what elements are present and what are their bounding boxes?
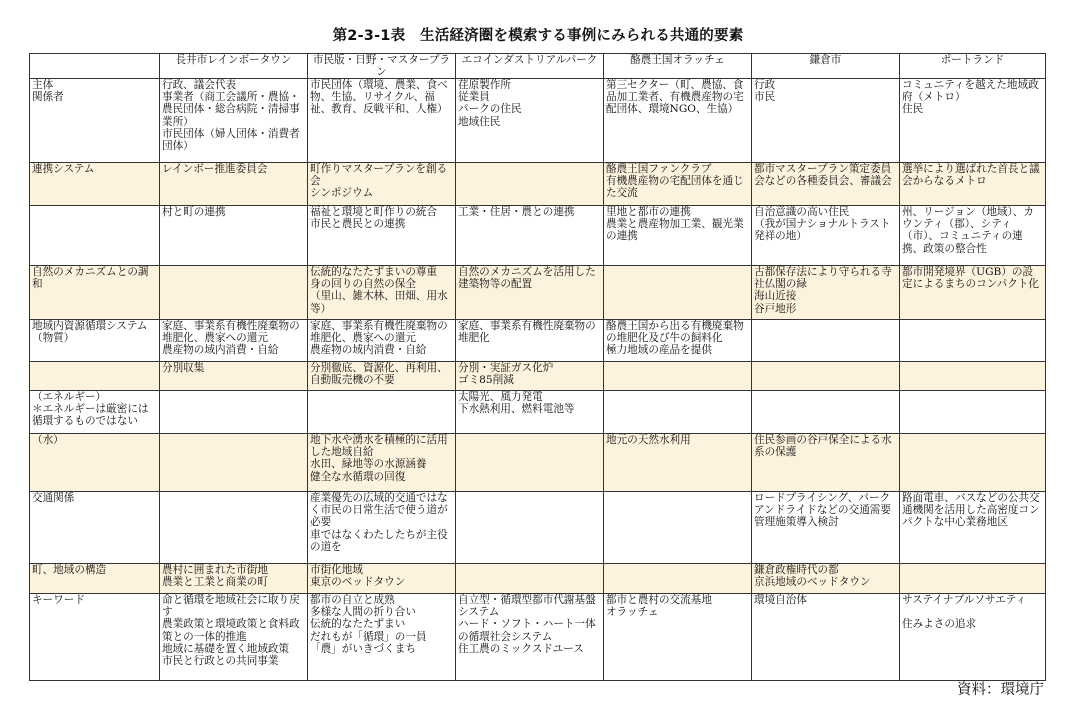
table-cell: 第三セクター（町、農協、食品加工業者、有機農産物の宅配団体、環境NGO、生協）	[604, 79, 752, 163]
header-cell: ポートランド	[900, 54, 1046, 79]
table-cell: 分別・実証ガス化炉 ゴミ85削減	[456, 362, 604, 391]
table-row	[30, 266, 1046, 320]
table-cell: 命と循環を地域社会に取り戻す 農業政策と環境政策と食料政策との一体的推進 地域に基礎を置く地域政策 市民と行政との共同事業	[160, 594, 308, 681]
table-cell: レインボー推進委員会	[160, 163, 308, 206]
table-cell: 州、リージョン（地域）、カウンティ（郡）、シティ（市）、コミュニティの連携、政策の整合性	[900, 206, 1046, 266]
table-cell	[160, 492, 308, 564]
table-cell: 太陽光、風力発電 下水熱利用、燃料電池等	[456, 391, 604, 434]
table-cell	[604, 492, 752, 564]
table-cell	[604, 391, 752, 434]
table-row	[30, 391, 1046, 434]
table-cell: 分別収集	[160, 362, 308, 391]
header-cell: 酪農王国オラッチェ	[604, 54, 752, 79]
table-cell: 伝統的なたたずまいの尊重 身の回りの自然の保全 （里山、雑木林、田畑、用水等）	[308, 266, 456, 320]
table-row	[30, 362, 1046, 391]
table-cell: 酪農王国ファンクラブ 有機農産物の宅配団体を通じた交流	[604, 163, 752, 206]
table-cell	[456, 564, 604, 594]
table-cell: （水）	[30, 434, 160, 492]
table-cell	[604, 362, 752, 391]
table-cell: 里地と都市の連携 農業と農産物加工業、観光業の連携	[604, 206, 752, 266]
table-cell: 自立型・循環型都市代謝基盤システム ハード・ソフト・ハート一体の循環社会システム 住工農のミックスドユース	[456, 594, 604, 681]
table-cell	[456, 492, 604, 564]
table-row	[30, 163, 1046, 206]
table-cell	[900, 391, 1046, 434]
table-cell: 荏原製作所 従業員 パークの住民 地域住民	[456, 79, 604, 163]
table-cell: 都市と農村の交流基地 オラッチェ	[604, 594, 752, 681]
table-cell: （エネルギー） ＊エネルギーは厳密には循環するものではない	[30, 391, 160, 434]
table-cell: 行政、議会代表 事業者（商工会議所・農協・農民団体・総合病院・清掃事業所） 市民団体（婦人団体・消費者団体）	[160, 79, 308, 163]
table-cell: 自然のメカニズムとの調和	[30, 266, 160, 320]
header-cell: 鎌倉市	[752, 54, 900, 79]
header-cell	[30, 54, 160, 79]
table-cell: 都市開発境界（UGB）の設定によるまちのコンパクト化	[900, 266, 1046, 320]
table-cell: ロードプライシング、パークアンドライドなどの交通需要管理施策導入検討	[752, 492, 900, 564]
table-cell: 環境自治体	[752, 594, 900, 681]
table-cell	[160, 434, 308, 492]
table-row	[30, 492, 1046, 564]
table-cell	[752, 320, 900, 362]
table-cell: 住民参画の谷戸保全による水系の保護	[752, 434, 900, 492]
table-cell	[900, 564, 1046, 594]
table-cell: 家庭、事業系有機性廃棄物の堆肥化、農家への還元 農産物の域内消費・自給	[160, 320, 308, 362]
source-note: 資料：環境庁	[957, 682, 1044, 698]
table-cell	[30, 362, 160, 391]
table-row	[30, 206, 1046, 266]
table-cell: 都市の自立と成熟 多様な人間の折り合い 伝統的なたたずまい だれもが「循環」の一員 「農」がいきづくまち	[308, 594, 456, 681]
header-cell: 市民版・日野・マスタープラン	[308, 54, 456, 79]
table-row	[30, 434, 1046, 492]
table-cell: 鎌倉政権時代の都 京浜地域のベッドタウン	[752, 564, 900, 594]
table-header-row	[30, 54, 1046, 79]
table-cell: サステイナブルソサエティ 住みよさの追求	[900, 594, 1046, 681]
page-title: 第2-3-1表 生活経済圏を模索する事例にみられる共通的要素	[332, 28, 744, 44]
table-cell: 分別徹底、資源化、再利用、自動販売機の不要	[308, 362, 456, 391]
header-cell: エコインダストリアルパーク	[456, 54, 604, 79]
table-cell: 市街化地域 東京のベッドタウン	[308, 564, 456, 594]
table-cell	[900, 320, 1046, 362]
table-cell: 農村に囲まれた市街地 農業と工業と商業の町	[160, 564, 308, 594]
table-row	[30, 564, 1046, 594]
table-cell: 家庭、事業系有機性廃棄物の堆肥化	[456, 320, 604, 362]
table-cell: 古都保存法により守られる寺社仏閣の緑 海山近接 谷戸地形	[752, 266, 900, 320]
table-cell: 自然のメカニズムを活用した建築物等の配置	[456, 266, 604, 320]
table-cell: 福祉と環境と町作りの統合 市民と農民との連携	[308, 206, 456, 266]
table-cell	[900, 434, 1046, 492]
table-cell: 工業・住居・農との連携	[456, 206, 604, 266]
elements-table	[29, 53, 1046, 681]
table-cell	[900, 362, 1046, 391]
table-cell	[160, 391, 308, 434]
table-cell: 行政 市民	[752, 79, 900, 163]
table-cell: 酪農王国から出る有機廃棄物の堆肥化及び牛の飼料化 極力地域の産品を提供	[604, 320, 752, 362]
table-cell: 地域内資源循環システム （物質）	[30, 320, 160, 362]
table-cell: 路面電車、バスなどの公共交通機関を活用した高密度コンパクトな中心業務地区	[900, 492, 1046, 564]
table-cell	[30, 206, 160, 266]
table-row	[30, 594, 1046, 681]
table-row	[30, 79, 1046, 163]
table-cell: 地下水や湧水を積極的に活用した地域自給 水田、緑地等の水源涵養 健全な水循環の回復	[308, 434, 456, 492]
table-cell: 交通関係	[30, 492, 160, 564]
table-cell: 地元の天然水利用	[604, 434, 752, 492]
table-cell: キーワード	[30, 594, 160, 681]
table-row	[30, 320, 1046, 362]
table-cell: 都市マスタープラン策定委員会などの各種委員会、審議会	[752, 163, 900, 206]
table-cell: 村と町の連携	[160, 206, 308, 266]
table-cell: 主体 関係者	[30, 79, 160, 163]
table-cell	[752, 391, 900, 434]
table-cell: 家庭、事業系有機性廃棄物の堆肥化、農家への還元 農産物の域内消費・自給	[308, 320, 456, 362]
table-cell	[604, 564, 752, 594]
table-cell	[456, 163, 604, 206]
table-cell: 市民団体（環境、農業、食べ物、生協、リサイクル、福祉、教育、反戦平和、人権）	[308, 79, 456, 163]
table-cell: コミュニティを越えた地域政府（メトロ） 住民	[900, 79, 1046, 163]
table-cell	[160, 266, 308, 320]
table-cell: 選挙により選ばれた首長と議会からなるメトロ	[900, 163, 1046, 206]
table-cell: 町、地域の構造	[30, 564, 160, 594]
table-cell	[604, 266, 752, 320]
table-cell	[456, 434, 604, 492]
table-cell: 産業優先の広域的交通ではなく市民の日常生活で使う道が必要 車ではなくわたしたちが主役の道を	[308, 492, 456, 564]
table-cell: 自治意識の高い住民 （我が国ナショナルトラスト発祥の地）	[752, 206, 900, 266]
table-cell: 町作りマスタープランを創る会 シンポジウム	[308, 163, 456, 206]
table-cell	[752, 362, 900, 391]
table-cell: 連携システム	[30, 163, 160, 206]
header-cell: 長井市レインボータウン	[160, 54, 308, 79]
table-cell	[308, 391, 456, 434]
